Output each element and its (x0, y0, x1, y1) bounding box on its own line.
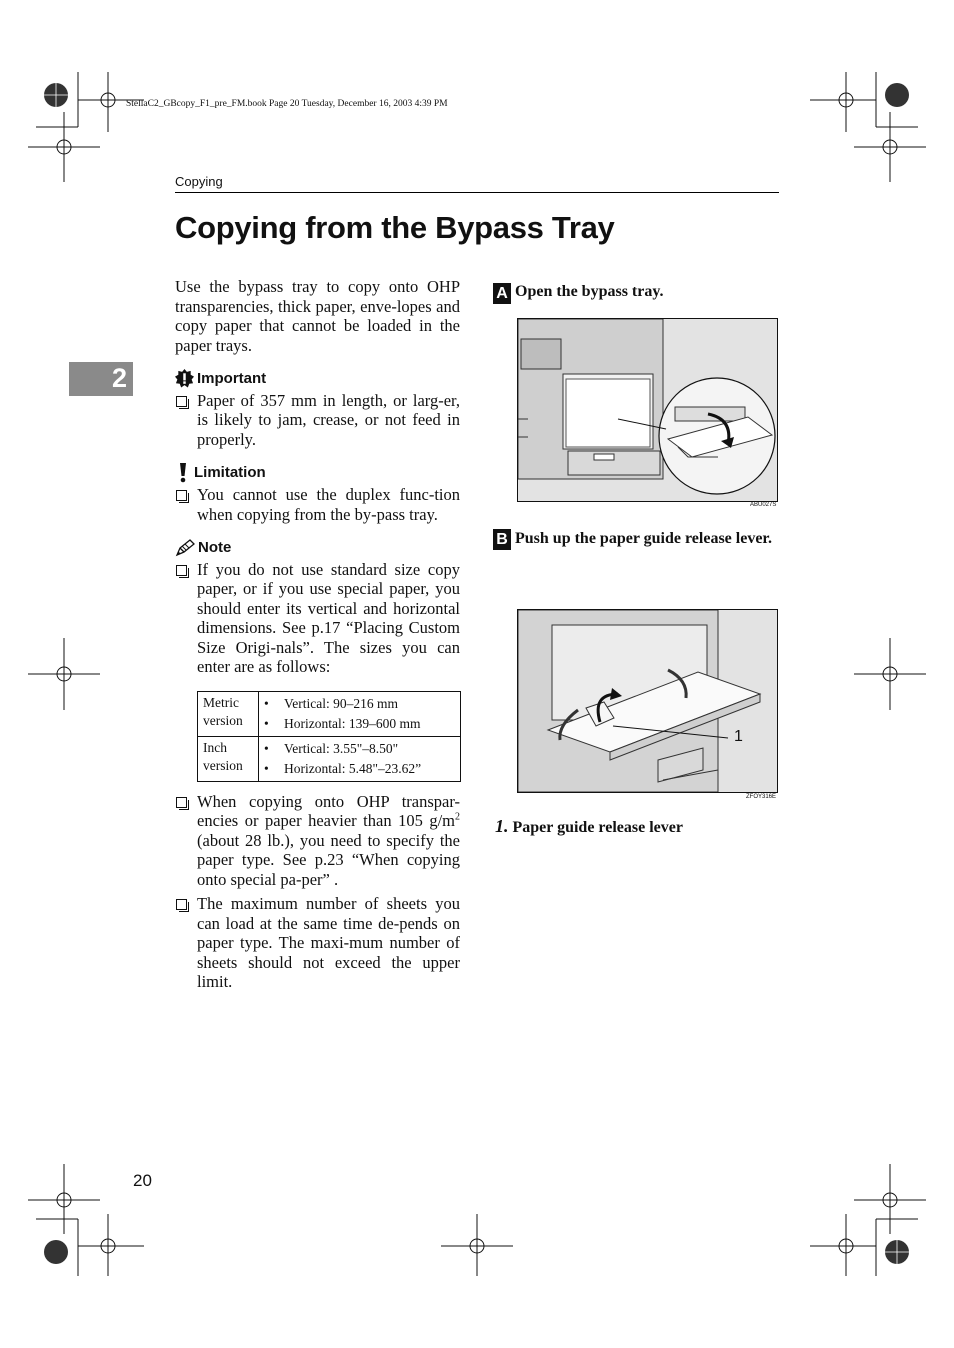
chapter-tab (69, 362, 133, 396)
important-list (175, 391, 460, 450)
figure-caption (495, 816, 683, 837)
checkbox-bullet-icon (176, 565, 187, 576)
step-number-badge: A (493, 283, 511, 304)
table-cell-values: • Vertical: 90–216 mm • Horizontal: 139–600 mm (259, 691, 461, 736)
header-rule (175, 192, 779, 193)
list-item: Paper of 357 mm in length, or larg-er, is likely to jam, crease, or not feed in properly. (175, 391, 460, 450)
note-heading (175, 538, 460, 558)
limitation-label: Limitation (194, 464, 266, 482)
important-heading (175, 369, 460, 389)
custom-size-table (197, 691, 461, 782)
table-row (198, 736, 461, 781)
note-list-continued (175, 792, 460, 992)
list-item: When copying onto OHP transpar-encies or paper heavier than 105 $g/m^2$ (about 28 lb.), you need to specify the paper type. See p.23 “When copying onto special pa-per” . (175, 792, 460, 890)
step-instruction: Push up the paper guide release lever. (515, 530, 773, 547)
table-row (198, 691, 461, 736)
step-number-badge: B (493, 529, 511, 550)
page-title: Copying from the Bypass Tray (175, 210, 615, 245)
caption-number: 1. (495, 816, 509, 836)
print-file-info: StellaC2_GBcopy_F1_pre_FM.book Page 20 Tuesday, December 16, 2003 4:39 PM (126, 99, 448, 109)
figure-open-bypass-tray (517, 318, 778, 502)
page-number: 20 (133, 1171, 152, 1190)
figure-code: ZFOY316E (746, 794, 777, 800)
step-1 (493, 283, 779, 304)
copier-illustration (518, 319, 777, 501)
pencil-icon (175, 539, 195, 557)
figure-paper-guide-lever (517, 609, 778, 793)
list-item: You cannot use the duplex func-tion when copying from the by-pass tray. (175, 485, 460, 524)
table-cell-key: Inch version (198, 736, 259, 781)
important-label: Important (197, 370, 267, 387)
note-label: Note (198, 539, 232, 556)
chapter-number: 2 (111, 363, 127, 393)
note-list (175, 560, 460, 677)
list-item: If you do not use standard size copy paper, or if you use special paper, you should enter its vertical and horizontal dimensions. See p.17 “Placing Custom Size Origi-nals”. The sizes you can enter are as follows: (175, 560, 460, 677)
step-2 (493, 529, 779, 550)
figure-callout-number: 1 (734, 728, 743, 745)
checkbox-bullet-icon (176, 490, 187, 501)
left-column (175, 277, 460, 997)
list-item: The maximum number of sheets you can load at the same time de-pends on paper type. The maxi-mum number of sheets should not exceed the upper limit. (175, 894, 460, 992)
table-cell-key: Metric version (198, 691, 259, 736)
limitation-list (175, 485, 460, 524)
limitation-icon (175, 463, 191, 483)
checkbox-bullet-icon (176, 797, 187, 808)
important-icon (175, 369, 194, 388)
running-header: Copying (175, 174, 223, 189)
checkbox-bullet-icon (176, 396, 187, 407)
checkbox-bullet-icon (176, 899, 187, 910)
caption-text: Paper guide release lever (512, 819, 683, 836)
limitation-heading (175, 463, 460, 483)
bypass-tray-illustration (518, 610, 777, 792)
intro-paragraph: Use the bypass tray to copy onto OHP transparencies, thick paper, enve-lopes and copy paper that cannot be loaded in the paper trays. (175, 277, 460, 355)
figure-code: ABU027S (750, 502, 777, 508)
table-cell-values: • Vertical: 3.55"–8.50" • Horizontal: 5.48"–23.62” (259, 736, 461, 781)
step-instruction: Open the bypass tray. (515, 283, 664, 300)
